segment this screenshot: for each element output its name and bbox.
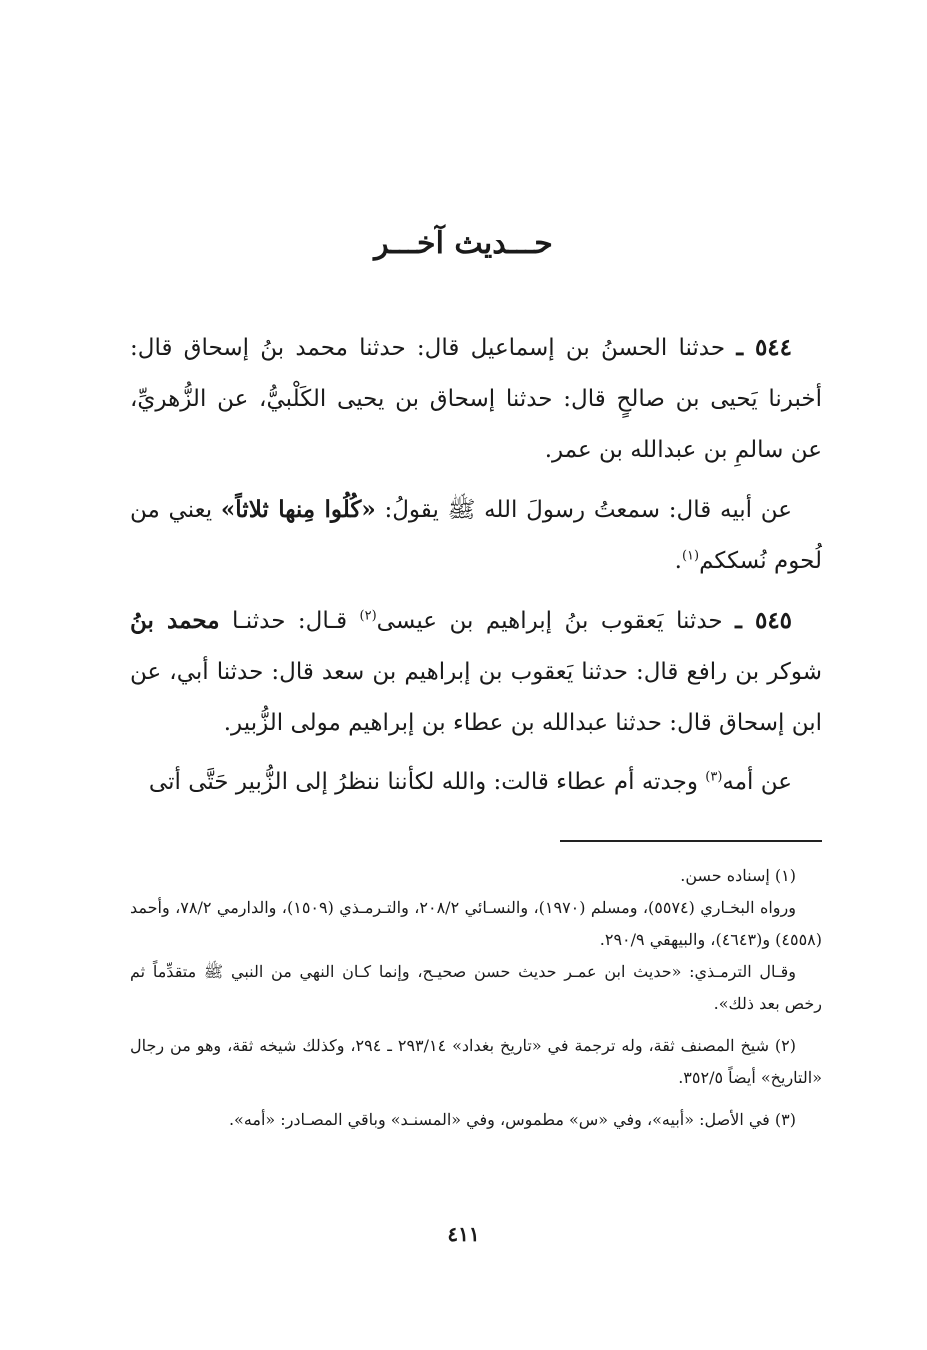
prophetic-quote: «كُلُوا مِنها ثلاثاً»: [220, 496, 376, 523]
narrator-name: محمد بنُ: [130, 607, 220, 634]
matn-text: عن أمه: [722, 769, 792, 795]
main-text: [130, 322, 822, 808]
matn-text: وجدته أم عطاء قالت: والله لكأننا ننظرُ إلى الزُّبير حَتَّى أتى: [148, 769, 698, 795]
footnote-1: (١) إسناده حسن.: [680, 866, 796, 885]
page-number: ٤١١: [447, 1222, 480, 1246]
hadith-544-matn: [130, 484, 822, 587]
footnote-marker: (٣): [705, 769, 723, 785]
isnad-text: قـال: حدثنـا: [232, 608, 348, 634]
hadith-545-matn: [130, 757, 822, 808]
footnote-1-tirmidhi: وقـال الترمـذي: «حديث ابن عمـر حديث حسن صحيـح، وإنما كـان النهي من النبي ﷺ متقدِّماً ثم رخص بعد ذلك».: [130, 962, 822, 1013]
footnote-marker: (٢): [359, 608, 377, 624]
isnad-text: حدثنا يَعقوب بنُ إبراهيم بن عيسى: [376, 608, 723, 634]
section-title: حـــديث آخـــر: [374, 226, 553, 261]
hadith-number: ٥٤٤ ـ: [736, 334, 793, 361]
hadith-number: ٥٤٥ ـ: [735, 607, 793, 634]
matn-text: عن أبيه قال: سمعتُ رسولَ الله ﷺ يقولُ:: [384, 497, 793, 523]
matn-text: يعني من لُحوم نُسككم: [130, 497, 822, 574]
footnote-1-sources: ورواه البخـاري (٥٥٧٤)، ومسلم (١٩٧٠)، والنسـائي ٢٠٨/٢، والتـرمـذي (١٥٠٩)، والدارمي ٧٨/٢، وأحمد (٤٥٥٨) و(٤٦٤٣)، والبيهقي ٢٩٠/٩.: [130, 898, 822, 949]
isnad-text: حدثنا الحسنُ بن إسماعيل قال: حدثنا محمد بنُ إسحاق قال: أخبرنا يَحيى بن صالحٍ قال: حدثنا إسحاق بن يحيى الكَلْبيُّ، عن الزُّهريِّ، عن سالمِ بن عبدالله بن عمر.: [130, 335, 822, 463]
footnote-separator: [560, 840, 822, 842]
hadith-545-isnad: [130, 595, 822, 749]
hadith-544-isnad: [130, 322, 822, 476]
footnote-marker: (١): [681, 548, 700, 564]
footnotes: [130, 860, 822, 1136]
footnote-2: (٢) شيخ المصنف ثقة، وله ترجمة في «تاريخ بغداد» ٢٩٣/١٤ ـ ٢٩٤، وكذلك شيخه ثقة، وهو من رجال «التاريخ» أيضاً ٣٥٢/٥.: [130, 1036, 822, 1087]
footnote-3: (٣) في الأصل: «أبيه»، وفي «س» مطموس، وفي «المسنـد» وباقي المصـادر: «أمه».: [228, 1110, 796, 1129]
punctuation: .: [674, 548, 682, 574]
isnad-text: شوكر بن رافع قال: حدثنا يَعقوب بن إبراهيم بن سعد قال: حدثنا أبي، عن ابن إسحاق قال: حدثنا عبدالله بن عطاء بن إبراهيم مولى الزُّبير.: [130, 659, 822, 736]
